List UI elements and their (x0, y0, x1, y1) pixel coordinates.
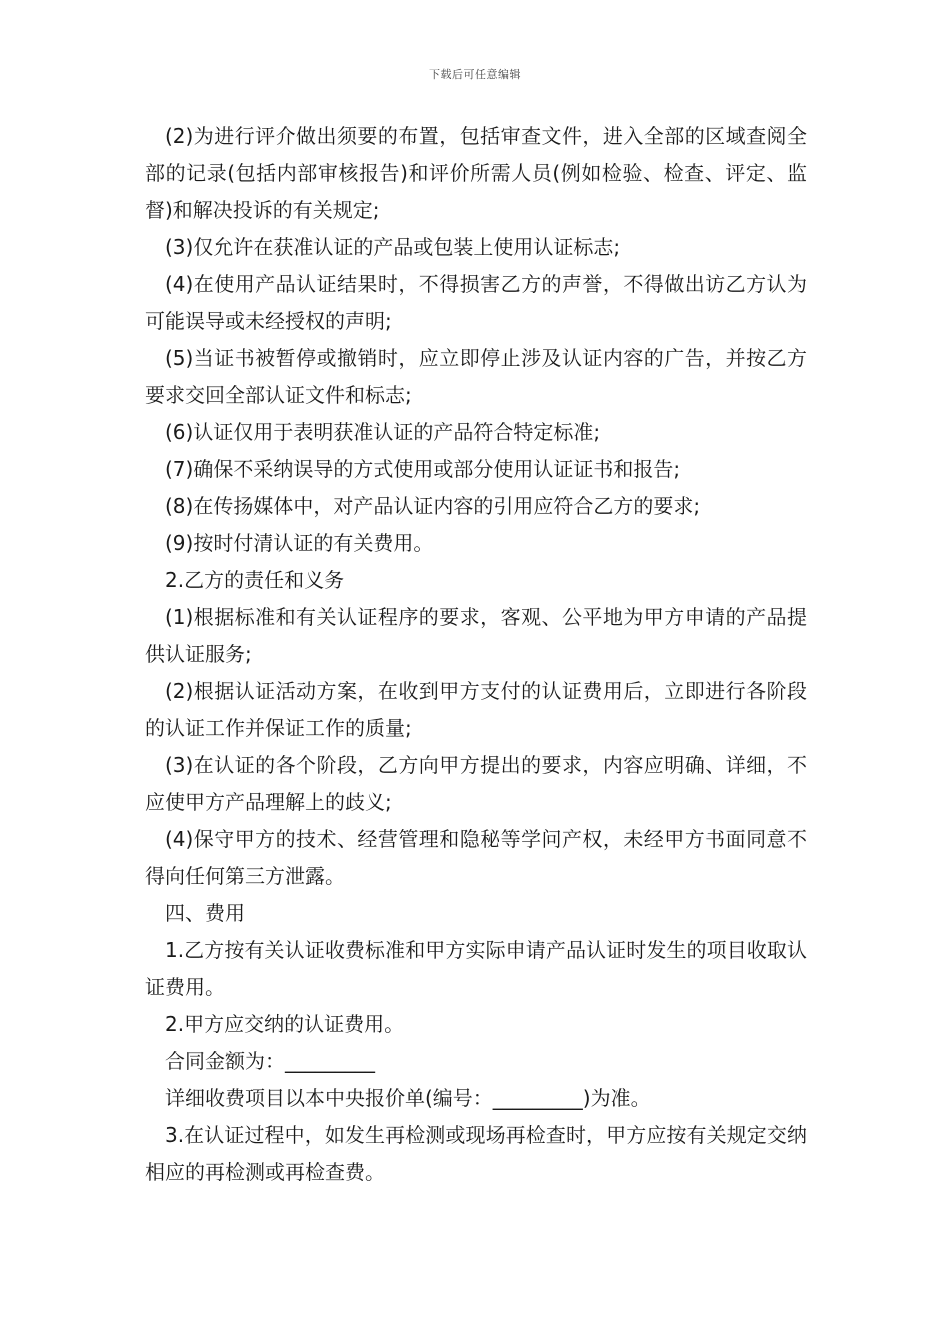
paragraph-clause-2-4: (4)在使用产品认证结果时，不得损害乙方的声誉，不得做出访乙方认为可能误导或未经授权的声明; (145, 272, 807, 333)
paragraph-clause-2-3: (3)仅允许在获准认证的产品或包装上使用认证标志; (165, 235, 621, 259)
paragraph-fees-3: 3.在认证过程中，如发生再检测或现场再检查时，甲方应按有关规定交纳相应的再检测或再检查费。 (145, 1123, 807, 1184)
paragraph-clause-2-5: (5)当证书被暂停或撤销时，应立即停止涉及认证内容的广告，并按乙方要求交回全部认证文件和标志; (145, 346, 807, 407)
document-body (145, 118, 807, 1191)
paragraph-contract-amount: 合同金额为：_________ (165, 1049, 375, 1073)
paragraph-party-b-2: (2)根据认证活动方案，在收到甲方支付的认证费用后，立即进行各阶段的认证工作并保证工作的质量; (145, 679, 807, 740)
section-heading-party-b: 2.乙方的责任和义务 (165, 568, 345, 592)
paragraph-clause-2-9: (9)按时付清认证的有关费用。 (165, 531, 434, 555)
paragraph-party-b-4: (4)保守甲方的技术、经营管理和隐秘等学问产权，未经甲方书面同意不得向任何第三方泄露。 (145, 827, 807, 888)
section-heading-fees: 四、费用 (165, 901, 245, 925)
paragraph-clause-2-7: (7)确保不采纳误导的方式使用或部分使用认证证书和报告; (165, 457, 681, 481)
paragraph-clause-2-2: (2)为进行评介做出须要的布置，包括审查文件，进入全部的区域查阅全部的记录(包括内部审核报告)和评价所需人员(例如检验、检查、评定、监督)和解决投诉的有关规定; (145, 124, 807, 222)
paragraph-party-b-3: (3)在认证的各个阶段，乙方向甲方提出的要求，内容应明确、详细，不应使甲方产品理解上的歧义; (145, 753, 807, 814)
paragraph-clause-2-8: (8)在传扬媒体中，对产品认证内容的引用应符合乙方的要求; (165, 494, 701, 518)
page-header-note: 下载后可任意编辑 (429, 68, 521, 81)
paragraph-clause-2-6: (6)认证仅用于表明获准认证的产品符合特定标准; (165, 420, 601, 444)
paragraph-quote-reference: 详细收费项目以本中央报价单(编号：_________)为准。 (165, 1086, 651, 1110)
paragraph-fees-2: 2.甲方应交纳的认证费用。 (165, 1012, 405, 1036)
paragraph-party-b-1: (1)根据标准和有关认证程序的要求，客观、公平地为甲方申请的产品提供认证服务; (145, 605, 807, 666)
paragraph-fees-1: 1.乙方按有关认证收费标准和甲方实际申请产品认证时发生的项目收取认证费用。 (145, 938, 807, 999)
